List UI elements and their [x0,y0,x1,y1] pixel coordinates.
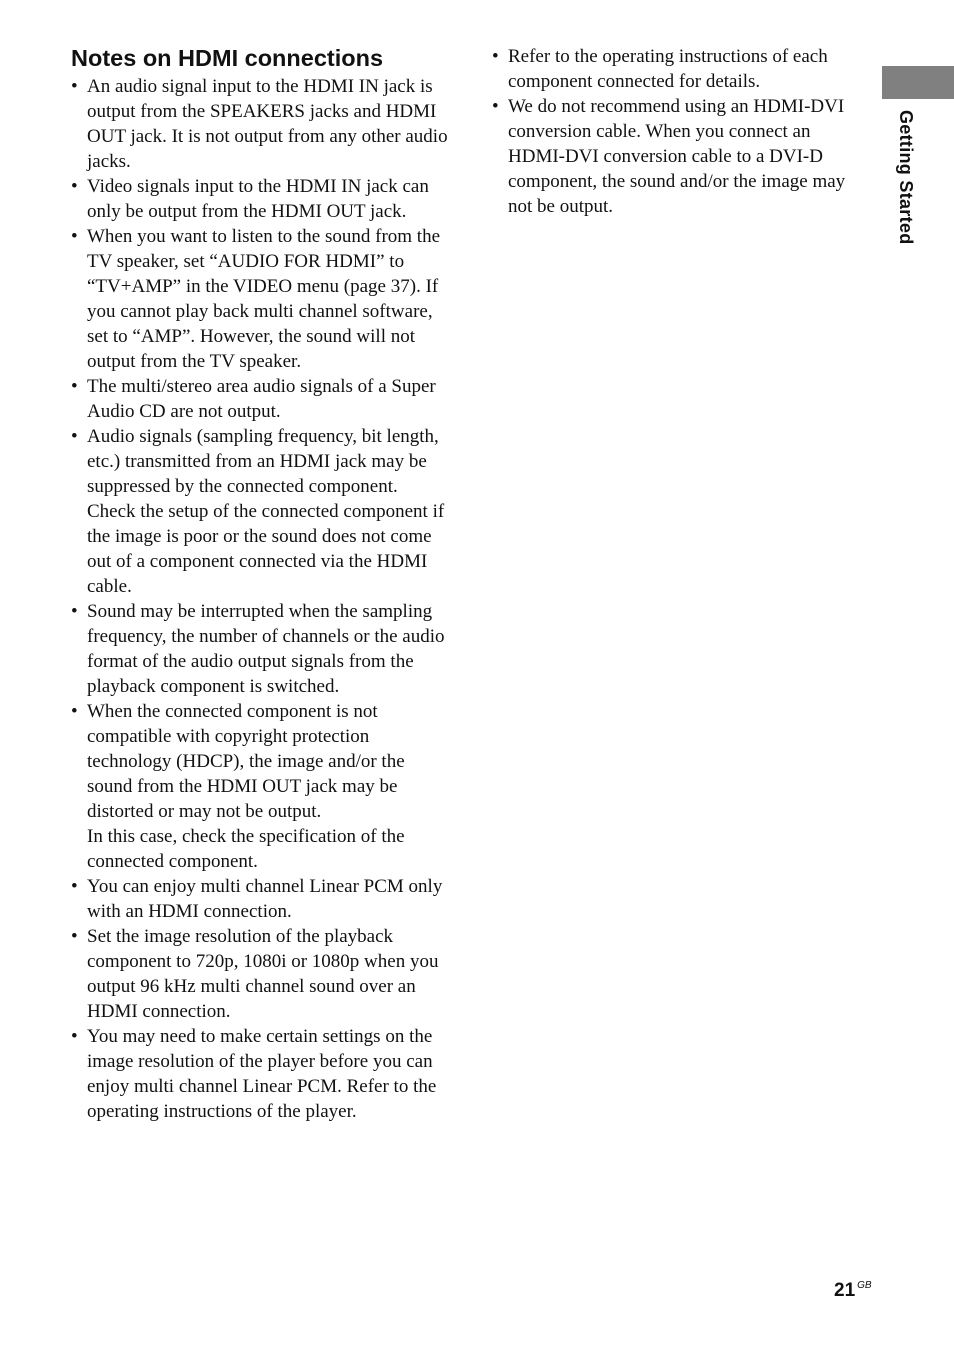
section-side-label [890,110,920,265]
note-item [71,699,449,874]
section-title: Notes on HDMI connections [71,45,384,71]
note-item [71,1024,449,1124]
note-item-continuation: In this case, check the specification of the connected component. [87,826,405,872]
note-item [71,924,449,1024]
note-item [71,374,449,424]
note-item-text: Refer to the operating instructions of each component connected for details. [508,46,828,92]
notes-list-left [71,74,449,1124]
note-item-text: An audio signal input to the HDMI IN jack is output from the SPEAKERS jacks and HDMI OUT jack. It is not output from any other audio jacks. [87,76,448,172]
page-number [834,1280,872,1302]
note-item-text: We do not recommend using an HDMI-DVI conversion cable. When you connect an HDMI-DVI conversion cable to a DVI-D component, the sound and/or the image may not be output. [508,96,846,217]
note-item [71,424,449,599]
note-item-text: When you want to listen to the sound from the TV speaker, set “AUDIO FOR HDMI” to “TV+AMP” in the VIDEO menu (page 37). If you cannot play back multi channel software, set to “AMP”. However, the sound will not output from the TV speaker. [87,226,441,372]
note-item-text: Audio signals (sampling frequency, bit length, etc.) transmitted from an HDMI jack may be suppressed by the connected component. Check the setup of the connected component if the image is poor or the sound does not come out of a component connected via the HDMI cable. [87,426,445,597]
note-item-text: Sound may be interrupted when the sampling frequency, the number of channels or the audio format of the audio output signals from the playback component is switched. [87,601,445,697]
note-item [71,874,449,924]
note-item [71,74,449,174]
note-item [71,224,449,374]
note-item-text: When the connected component is not compatible with copyright protection technology (HDCP), the image and/or the sound from the HDMI OUT jack may be distorted or may not be output. [87,701,405,822]
note-item [71,174,449,224]
section-tab-marker [882,66,954,99]
note-item [492,44,870,94]
section-side-label-text: Getting Started [896,110,916,245]
note-item [71,599,449,699]
note-item-text: Video signals input to the HDMI IN jack can only be output from the HDMI OUT jack. [87,176,429,222]
note-item-text: The multi/stereo area audio signals of a Super Audio CD are not output. [87,376,436,422]
notes-list-right [492,44,870,219]
note-item-text: You may need to make certain settings on the image resolution of the player before you can enjoy multi channel Linear PCM. Refer to the operating instructions of the player. [87,1026,437,1122]
page-number-suffix: GB [857,1280,872,1291]
page-number-value: 21 [834,1280,856,1301]
note-item [492,94,870,219]
note-item-text: Set the image resolution of the playback component to 720p, 1080i or 1080p when you output 96 kHz multi channel sound over an HDMI connection. [87,926,439,1022]
note-item-text: You can enjoy multi channel Linear PCM only with an HDMI connection. [87,876,443,922]
